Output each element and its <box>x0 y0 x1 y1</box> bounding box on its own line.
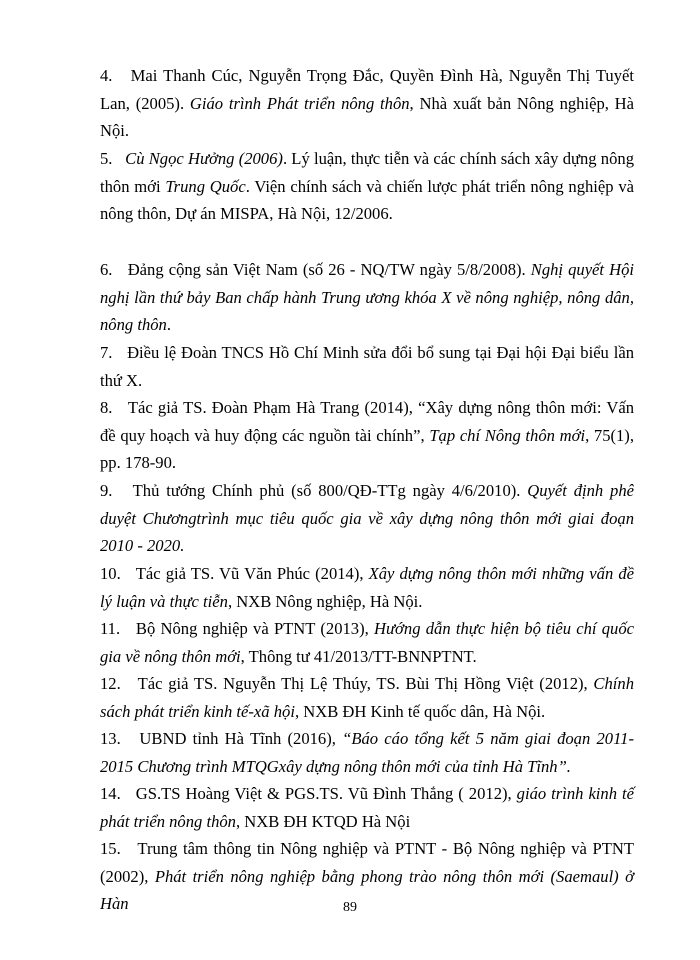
reference-title: Quyết định phê duyệt Chươngtrình mục tiêu quốc gia về xây dựng nông thôn mới giai đoạn 2010 - 2020. <box>100 481 634 555</box>
reference-item-5 <box>100 145 634 228</box>
reference-publisher: , Thông tư 41/2013/TT-BNNPTNT. <box>240 646 477 666</box>
reference-number: 4. <box>100 66 113 85</box>
reference-publisher: . Viện chính sách và chiến lược phát triển nông nghiệp và nông thôn, Dự án MISPA, Hà Nội, 12/2006. <box>100 176 634 223</box>
reference-publisher: , NXB ĐH Kinh tế quốc dân, Hà Nội. <box>294 701 546 721</box>
reference-number: 9. <box>100 481 113 500</box>
reference-journal: Tạp chí Nông thôn mới <box>429 425 586 445</box>
reference-title: Hướng dẫn thực hiện bộ tiêu chí quốc gia về nông thôn mới <box>100 619 635 666</box>
reference-publisher: , Nhà xuất bản Nông nghiệp, Hà Nội. <box>100 93 635 140</box>
reference-number: 7. <box>100 343 113 362</box>
reference-publisher: , NXB ĐH KTQD Hà Nội <box>235 811 411 831</box>
reference-item-6 <box>100 256 634 339</box>
reference-item-14 <box>100 780 634 835</box>
reference-item-9 <box>100 477 634 560</box>
reference-item-11 <box>100 615 634 670</box>
reference-number: 15. <box>100 839 121 858</box>
reference-authors: Tác giả TS. Nguyễn Thị Lệ Thúy, TS. Bùi Thị Hồng Việt (2012), <box>137 674 594 693</box>
reference-title: Nghị quyết Hội nghị lần thứ bảy Ban chấp hành Trung ương khóa X về nông nghiệp, nông dân, nông thôn <box>100 260 634 334</box>
reference-text: . Lý luận, thực tiễn và các chính sách xây dựng nông thôn mới <box>100 149 634 196</box>
reference-punctuation: . <box>166 315 171 334</box>
reference-item-13 <box>100 725 634 780</box>
reference-authors: Tác giả TS. Đoàn Phạm Hà Trang (2014), “Xây dựng nông thôn mới: Vấn đề quy hoạch và huy động các nguồn tài chính”, <box>100 398 635 445</box>
reference-title: Xây dựng nông thôn mới những vấn đề lý luận và thực tiễn <box>100 564 634 611</box>
reference-authors: Mai Thanh Cúc, Nguyễn Trọng Đắc, Quyền Đình Hà, Nguyễn Thị Tuyết Lan, (2005). <box>100 66 634 113</box>
reference-title: Giáo trình Phát triển nông thôn <box>189 93 410 113</box>
reference-item-12 <box>100 670 634 725</box>
reference-title: Trung Quốc <box>165 176 246 196</box>
page-number: 89 <box>343 900 357 915</box>
reference-title: “Báo cáo tổng kết 5 năm giai đoạn 2011-2015 Chương trình MTQGxây dựng nông thôn mới của tỉnh Hà Tĩnh”. <box>100 729 634 776</box>
reference-number: 8. <box>100 398 113 417</box>
reference-text: Điều lệ Đoàn TNCS Hồ Chí Minh sửa đổi bổ sung tại Đại hội Đại biểu lần thứ X. <box>100 343 634 390</box>
reference-authors: Tác giả TS. Vũ Văn Phúc (2014), <box>135 564 369 583</box>
reference-publisher: , NXB Nông nghiệp, Hà Nội. <box>227 591 423 611</box>
reference-number: 6. <box>100 260 113 279</box>
reference-number: 14. <box>100 784 121 803</box>
reference-authors: Thủ tướng Chính phủ (số 800/QĐ-TTg ngày 4/6/2010). <box>132 481 528 500</box>
reference-number: 12. <box>100 674 121 693</box>
reference-authors: Đảng cộng sản Việt Nam (số 26 - NQ/TW ngày 5/8/2008). <box>127 260 531 279</box>
reference-authors: Cù Ngọc Hưởng (2006) <box>125 149 283 168</box>
reference-pages: , 75(1), pp. 178-90. <box>100 425 634 472</box>
reference-item-4 <box>100 62 634 145</box>
reference-authors: GS.TS Hoàng Việt & PGS.TS. Vũ Đình Thắng ( 2012), <box>135 784 517 803</box>
reference-authors: Bộ Nông nghiệp và PTNT (2013), <box>135 619 375 638</box>
reference-number: 10. <box>100 564 121 583</box>
reference-item-7 <box>100 339 634 394</box>
reference-authors: Trung tâm thông tin Nông nghiệp và PTNT - Bộ Nông nghiệp và PTNT (2002), <box>100 839 634 886</box>
reference-title: giáo trình kinh tế phát triển nông thôn <box>100 784 634 831</box>
reference-title: Phát triển nông nghiệp bằng phong trào nông thôn mới (Saemaul) ở Hàn <box>100 866 634 913</box>
reference-number: 11. <box>100 619 121 638</box>
reference-item-8 <box>100 394 634 477</box>
reference-number: 5. <box>100 149 113 168</box>
reference-title: Chính sách phát triển kinh tế-xã hội <box>100 674 634 721</box>
reference-item-10 <box>100 560 634 615</box>
reference-number: 13. <box>100 729 121 748</box>
reference-authors: UBND tỉnh Hà Tĩnh (2016), <box>139 729 343 748</box>
